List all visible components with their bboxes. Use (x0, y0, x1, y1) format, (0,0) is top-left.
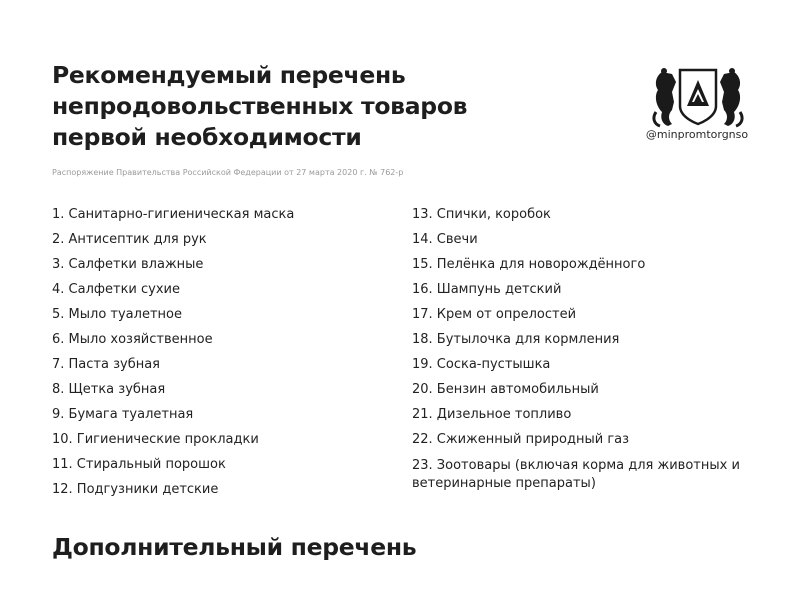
list-item: 13. Спички, коробок (412, 207, 551, 222)
list-item: 9. Бумага туалетная (52, 407, 194, 422)
list-item: 6. Мыло хозяйственное (52, 332, 213, 347)
list-item: 14. Свечи (412, 232, 478, 247)
list-item: 4. Салфетки сухие (52, 282, 180, 297)
goods-list-right (412, 207, 742, 493)
title-line-3: первой необходимости (52, 123, 362, 151)
subtitle-decree: Распоряжение Правительства Российской Федерации от 27 марта 2020 г. № 762-р (52, 168, 404, 177)
page-title (52, 60, 612, 153)
list-item: 11. Стиральный порошок (52, 457, 226, 472)
list-item: 2. Антисептик для рук (52, 232, 207, 247)
list-item: 12. Подгузники детские (52, 482, 219, 497)
list-item: 1. Санитарно-гигиеническая маска (52, 207, 295, 222)
list-item: 22. Сжиженный природный газ (412, 432, 630, 447)
goods-list-left (52, 207, 294, 507)
list-item: 15. Пелёнка для новорождённого (412, 257, 646, 272)
title-line-2: непродовольственных товаров (52, 92, 468, 120)
list-item: 16. Шампунь детский (412, 282, 562, 297)
title-line-1: Рекомендуемый перечень (52, 61, 406, 89)
list-item: 3. Салфетки влажные (52, 257, 204, 272)
list-item: 8. Щетка зубная (52, 382, 166, 397)
list-item: 20. Бензин автомобильный (412, 382, 599, 397)
coat-of-arms-icon (650, 62, 746, 130)
list-item: 21. Дизельное топливо (412, 407, 572, 422)
list-item: 7. Паста зубная (52, 357, 161, 372)
list-item: 19. Соска-пустышка (412, 357, 551, 372)
section-title-additional: Дополнительный перечень (52, 533, 417, 561)
list-item: 18. Бутылочка для кормления (412, 332, 620, 347)
list-item: 17. Крем от опрелостей (412, 307, 577, 322)
list-item: 10. Гигиенические прокладки (52, 432, 259, 447)
list-item: 5. Мыло туалетное (52, 307, 182, 322)
list-item: 23. Зоотовары (включая корма для животных и ветеринарные препараты) (412, 458, 740, 491)
brand-handle: @minpromtorgnso (645, 128, 749, 141)
